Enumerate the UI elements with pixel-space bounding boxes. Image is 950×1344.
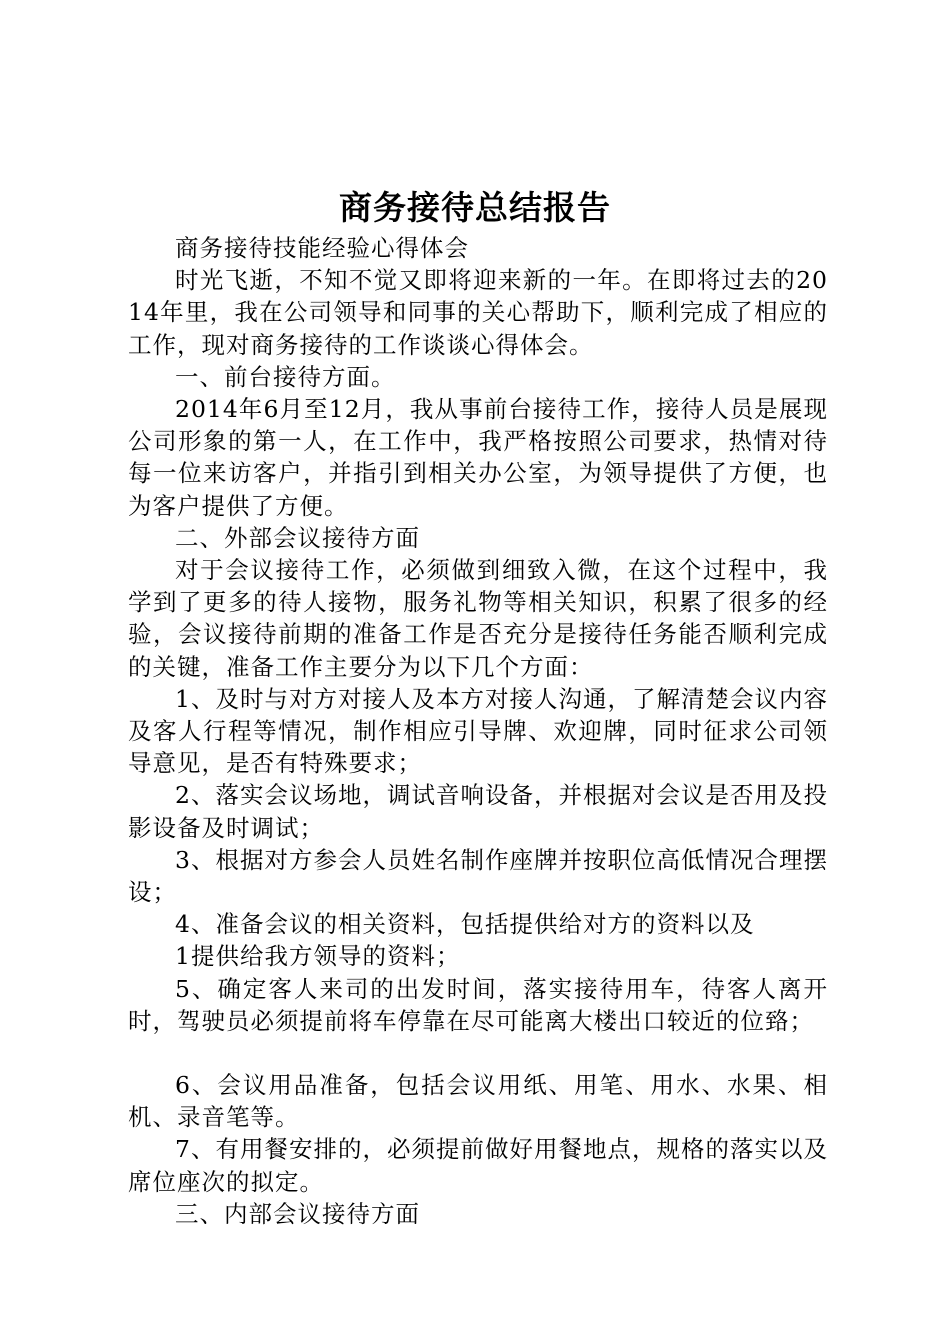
list-item-7: 7、有用餐安排的，必须提前做好用餐地点，规格的落实以及席位座次的拟定。: [128, 1135, 828, 1196]
list-item-2: 2、落实会议场地，调试音响设备，并根据对会议是否用及投影设备及时调试；: [128, 781, 828, 842]
list-item-6: 6、会议用品准备，包括会议用纸、用笔、用水、水果、相机、录音笔等。: [128, 1071, 828, 1132]
intro-paragraph: 时光飞逝，不知不觉又即将迎来新的一年。在即将过去的2014年里，我在公司领导和同事的关心帮助下，顺利完成了相应的工作，现对商务接待的工作谈谈心得体会。: [128, 266, 828, 359]
document-body: [128, 232, 828, 1230]
list-item-1: 1、及时与对方对接人及本方对接人沟通，了解清楚会议内容及客人行程等情况，制作相应引导牌、欢迎牌，同时征求公司领导意见，是否有特殊要求；: [128, 684, 828, 778]
list-item-3: 3、根据对方参会人员姓名制作座牌并按职位高低情况合理摆设；: [128, 845, 828, 907]
section-heading-external-meeting: 二、外部会议接待方面: [175, 523, 420, 552]
blank-line: [128, 1037, 828, 1069]
front-desk-paragraph: 2014年6月至12月，我从事前台接待工作，接待人员是展现公司形象的第一人，在工作中，我严格按照公司要求，热情对待每一位来访客户，并指引到相关办公室，为领导提供了方便，也为客户提供了方便。: [128, 395, 828, 520]
list-item-4: 4、准备会议的相关资料，包括提供给对方的资料以及: [175, 910, 755, 939]
list-item-5: 5、确定客人来司的出发时间，落实接待用车，待客人离开时，驾驶员必须提前将车停靠在尽可能离大楼出口较近的位臵；: [128, 974, 828, 1035]
document-title: 商务接待总结报告: [339, 188, 611, 227]
external-meeting-paragraph: 对于会议接待工作，必须做到细致入微，在这个过程中，我学到了更多的待人接物，服务礼物等相关知识，积累了很多的经验，会议接待前期的准备工作是否充分是接待任务能否顺利完成的关键，准备工作主要分为以下几个方面：: [128, 556, 828, 681]
section-heading-front-desk: 一、前台接待方面。: [175, 362, 396, 391]
subtitle-paragraph: 商务接待技能经验心得体会: [175, 234, 469, 262]
section-heading-internal-meeting: 三、内部会议接待方面: [175, 1199, 420, 1228]
list-item-4-continued: 1提供给我方领导的资料；: [175, 942, 461, 971]
